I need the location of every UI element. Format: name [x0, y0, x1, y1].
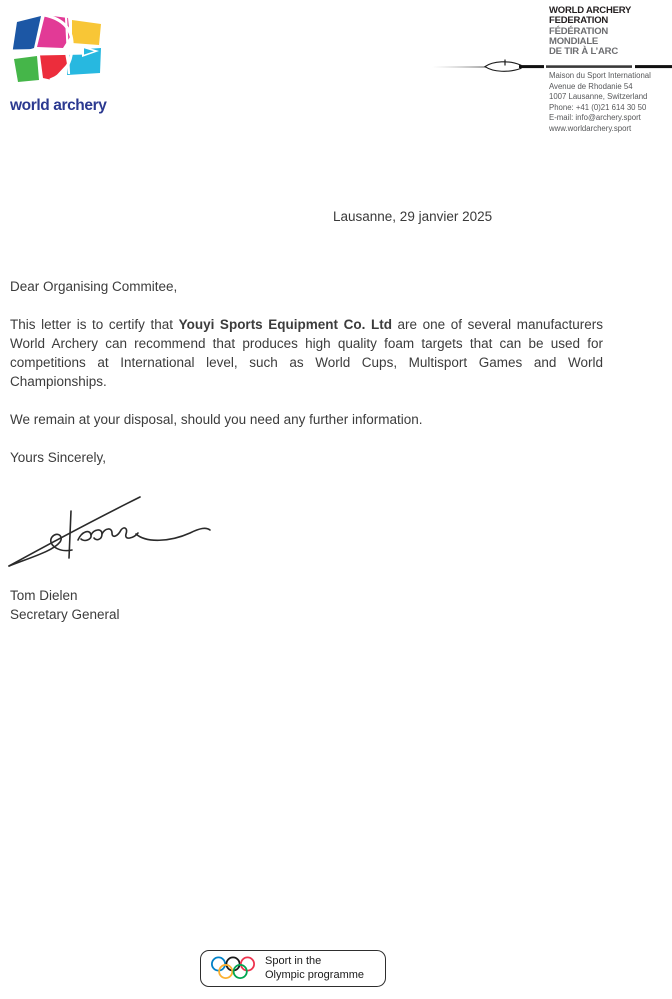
org-title-line: MONDIALE: [549, 35, 599, 47]
org-title-line: WORLD ARCHERY: [549, 5, 632, 16]
closing: Yours Sincerely,: [10, 450, 107, 465]
olympic-programme-badge: [200, 950, 386, 987]
address-line: 1007 Lausanne, Switzerland: [549, 92, 648, 101]
letter-body: [10, 277, 603, 486]
signer-name: Tom Dielen: [10, 588, 78, 603]
address-line: E-mail: info@archery.sport: [549, 113, 641, 122]
paragraph-text: are one of several manufacturers World Archery can recommend that produces high quality foam targets that can be used for competitions at International level, such as World Cups, Multisport Games and World Championships.: [10, 317, 603, 389]
address-line: Avenue de Rhodanie 54: [549, 81, 633, 91]
world-archery-logo-icon: [10, 12, 103, 94]
signature-scribble-icon: [4, 484, 219, 577]
signer-block: [10, 586, 120, 624]
disposal-paragraph: We remain at your disposal, should you need any further information.: [10, 412, 423, 427]
address-line: Phone: +41 (0)21 614 30 50: [549, 102, 647, 112]
paragraph-text: This letter is to certify that: [10, 317, 179, 332]
org-title-line: FÉDÉRATION: [549, 25, 609, 37]
olympic-rings-icon: [210, 955, 256, 982]
signer-title: Secretary General: [10, 607, 120, 622]
date-line: Lausanne, 29 janvier 2025: [333, 209, 493, 224]
org-address-block: [549, 71, 669, 134]
certification-paragraph: [10, 315, 603, 391]
world-archery-logo: [10, 12, 107, 115]
address-line: Maison du Sport International: [549, 71, 651, 80]
logo-wordmark: world archery: [10, 97, 107, 114]
org-title-line: DE TIR À L’ARC: [549, 46, 618, 58]
org-title-line: FEDERATION: [549, 15, 609, 27]
company-name: Youyi Sports Equipment Co. Ltd: [178, 317, 392, 332]
badge-line: Sport in the: [265, 955, 322, 967]
badge-text: [265, 955, 364, 982]
badge-line: Olympic programme: [265, 968, 365, 981]
org-title-block: [549, 6, 669, 57]
address-line: www.worldarchery.sport: [549, 123, 632, 133]
salutation: Dear Organising Commitee,: [10, 279, 178, 294]
